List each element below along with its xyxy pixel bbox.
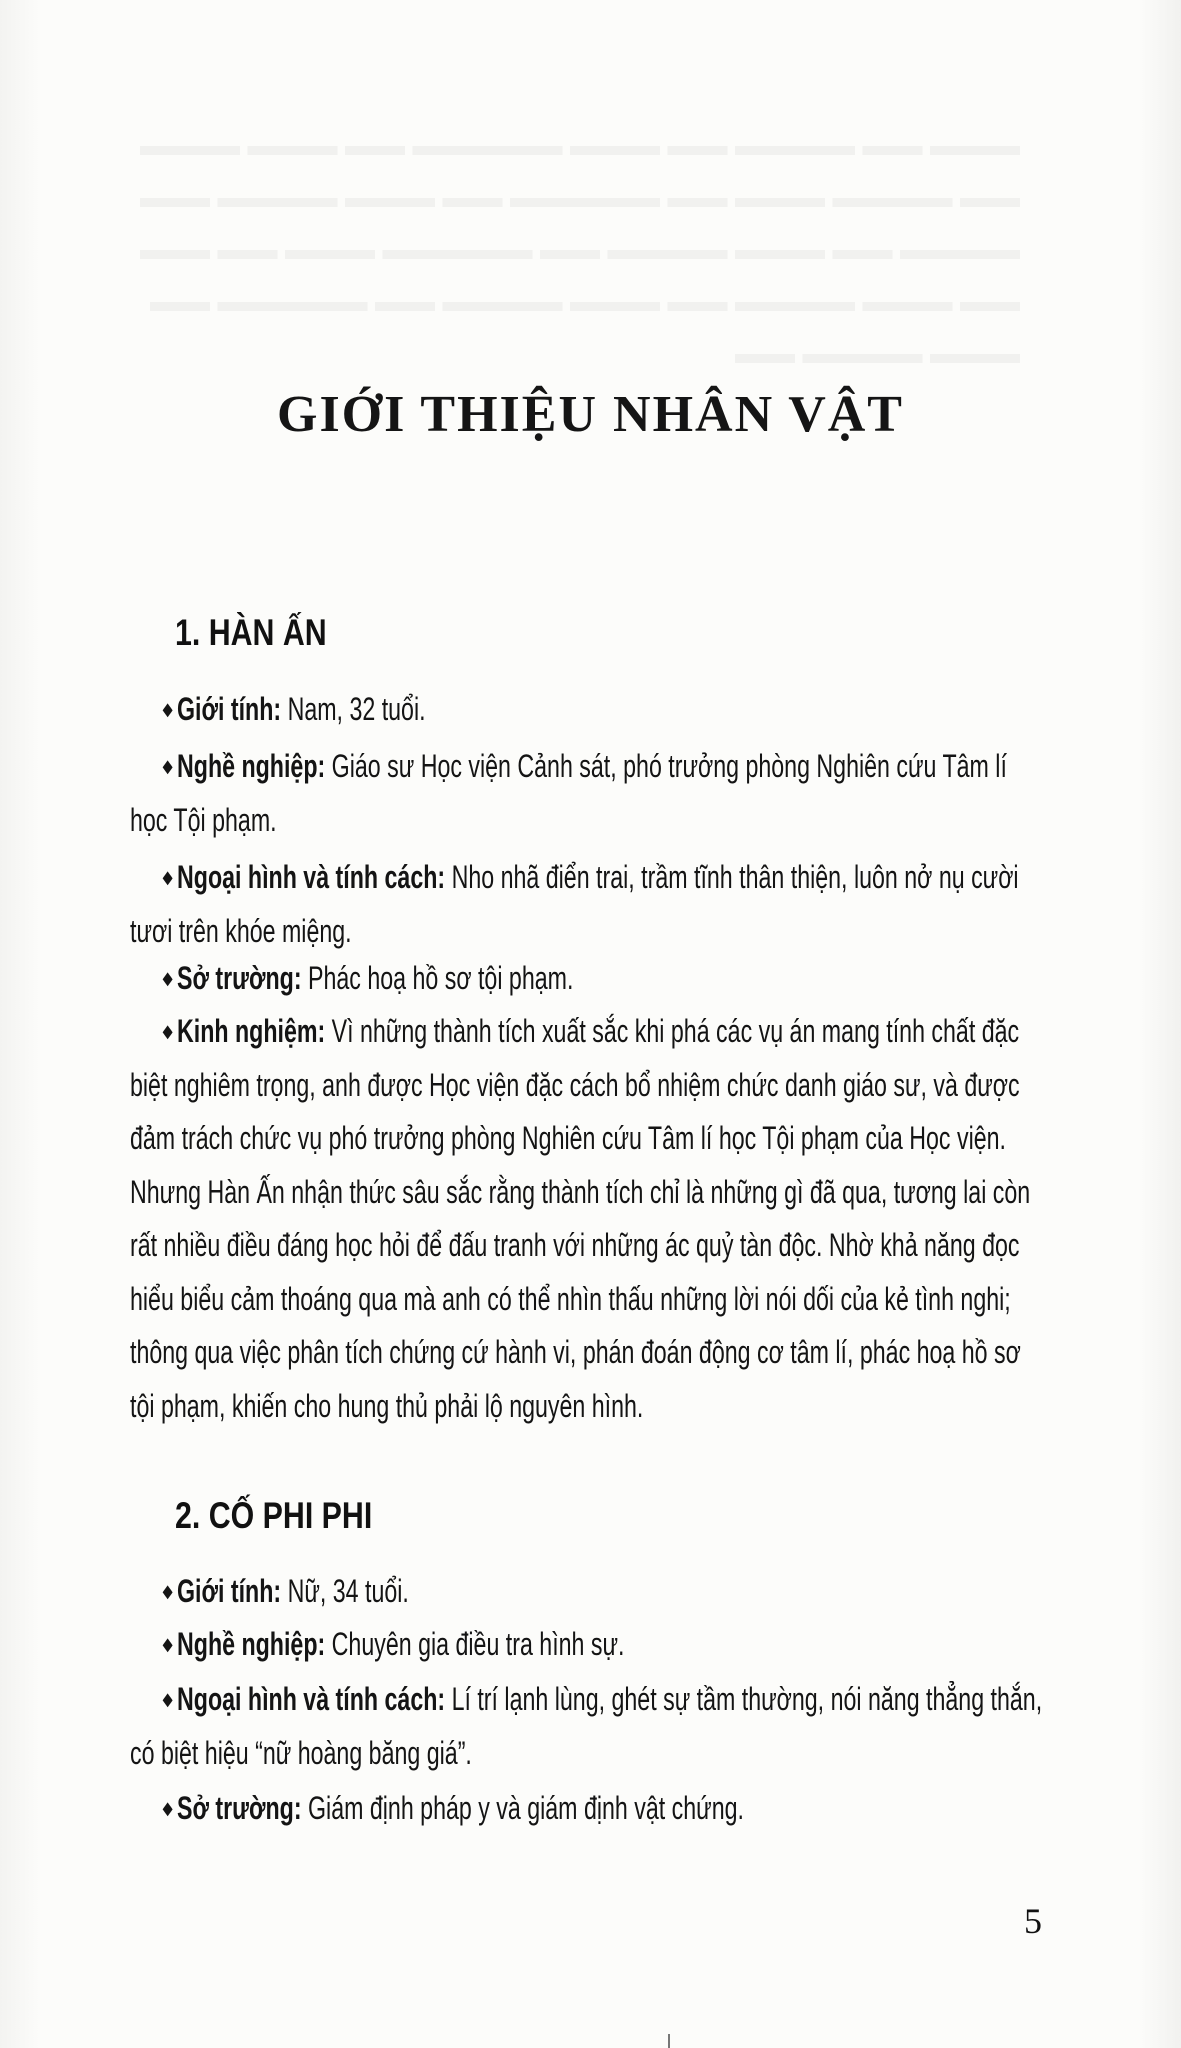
page-number: 5 — [1024, 1901, 1042, 1941]
entry-text: Chuyên gia điều tra hình sự. — [325, 1626, 625, 1662]
entry-label: Sở trường: — [177, 960, 302, 996]
character-heading: 2. CỐ PHI PHI — [175, 1495, 373, 1536]
entry-text: Giáo sư Học viện Cảnh sát, phó trưởng phòng Nghiên cứu Tâm lí học Tội phạm. — [130, 748, 1007, 838]
diamond-bullet-icon: ◆ — [162, 867, 173, 887]
diamond-bullet-icon: ◆ — [162, 699, 173, 719]
page-title: GIỚI THIỆU NHÂN VẬT — [277, 386, 904, 443]
entry-label: Giới tính: — [177, 691, 282, 727]
diamond-bullet-icon: ◆ — [162, 1798, 173, 1818]
character-entry — [130, 1673, 1044, 1780]
diamond-bullet-icon: ◆ — [162, 756, 173, 776]
diamond-bullet-icon: ◆ — [162, 1021, 173, 1041]
entry-text: Giám định pháp y và giám định vật chứng. — [301, 1790, 744, 1826]
entry-label: Ngoại hình và tính cách: — [177, 859, 446, 895]
show-through-texture — [140, 120, 1020, 380]
entry-text: Lí trí lạnh lùng, ghét sự tầm thường, nói năng thẳng thắn, có biệt hiệu “nữ hoàng băng giá”. — [130, 1681, 1043, 1771]
entry-text: Nho nhã điển trai, trầm tĩnh thân thiện, luôn nở nụ cười tươi trên khóe miệng. — [130, 859, 1019, 949]
character-entry — [130, 1618, 1044, 1672]
entry-label: Kinh nghiệm: — [177, 1013, 326, 1049]
entry-text: Vì những thành tích xuất sắc khi phá các vụ án mang tính chất đặc biệt nghiêm trọng, anh được Học viện đặc cách bổ nhiệm chức danh giáo sư, và được đảm trách chức vụ phó trưởng phòng Nghiên cứu Tâm lí học Tội phạm của Học viện. Nhưng Hàn Ấn nhận thức sâu sắc rằng thành tích chỉ là những gì đã qua, tương lai còn rất nhiều điều đáng học hỏi để đấu tranh với những ác quỷ tàn độc. Nhờ khả năng đọc hiểu biểu cảm thoáng qua mà anh có thể nhìn thấu những lời nói dối của kẻ tình nghi; thông qua việc phân tích chứng cứ hành vi, phán đoán động cơ tâm lí, phác hoạ hồ sơ tội phạm, khiến cho hung thủ phải lộ nguyên hình. — [130, 1013, 1031, 1424]
entry-label: Nghề nghiệp: — [177, 748, 326, 784]
diamond-bullet-icon: ◆ — [162, 1634, 173, 1654]
character-entry — [130, 1565, 1044, 1619]
diamond-bullet-icon: ◆ — [162, 1689, 173, 1709]
character-heading: 1. HÀN ẤN — [175, 612, 327, 653]
trim-mark — [668, 2034, 670, 2048]
entry-label: Ngoại hình và tính cách: — [177, 1681, 446, 1717]
character-entry — [130, 952, 1044, 1006]
character-entry — [130, 740, 1044, 847]
entry-text: Phác hoạ hồ sơ tội phạm. — [301, 960, 574, 996]
character-entry — [130, 683, 1044, 737]
entry-label: Sở trường: — [177, 1790, 302, 1826]
entry-label: Nghề nghiệp: — [177, 1626, 326, 1662]
character-entry — [130, 1782, 1044, 1836]
diamond-bullet-icon: ◆ — [162, 968, 173, 988]
diamond-bullet-icon: ◆ — [162, 1581, 173, 1601]
character-entry — [130, 851, 1044, 958]
entry-label: Giới tính: — [177, 1573, 282, 1609]
entry-text: Nam, 32 tuổi. — [281, 691, 426, 727]
character-entry — [130, 1005, 1044, 1433]
entry-text: Nữ, 34 tuổi. — [281, 1573, 409, 1609]
